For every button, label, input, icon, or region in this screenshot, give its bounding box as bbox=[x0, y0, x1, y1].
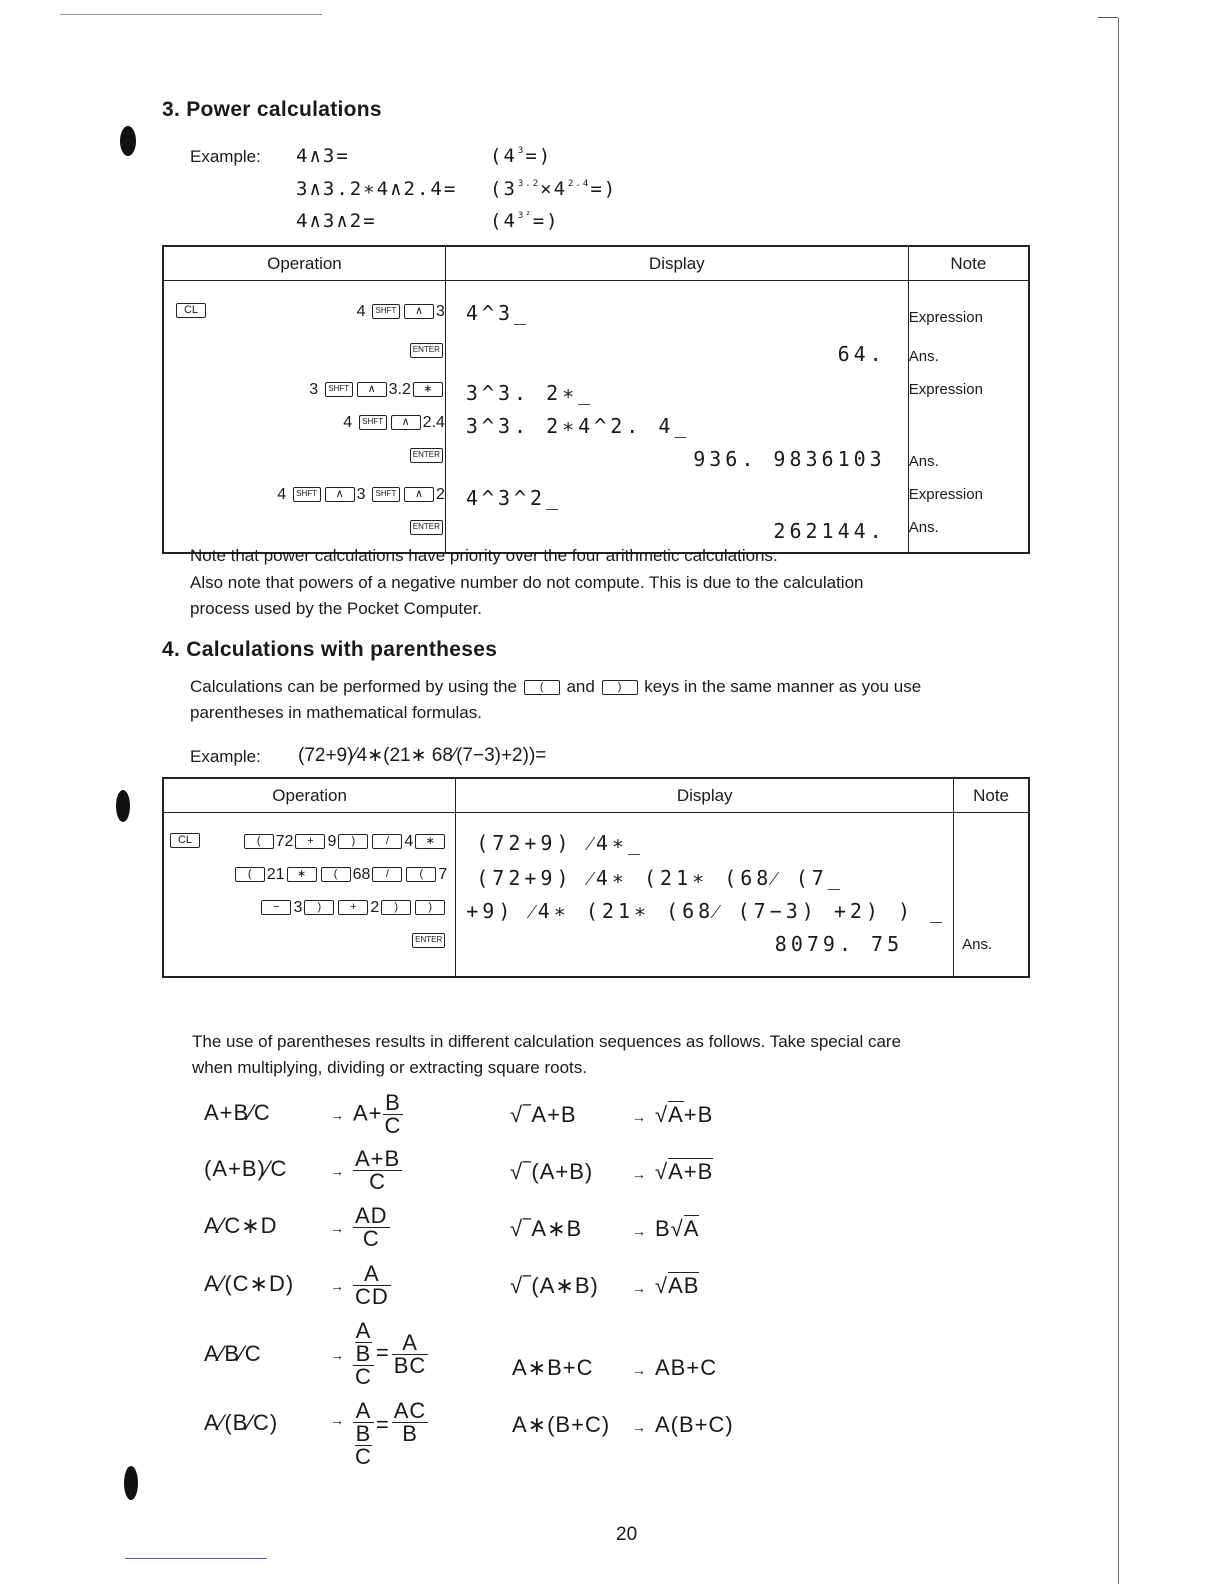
sequence-text-2: when multiplying, dividing or extracting square roots. bbox=[192, 1058, 587, 1077]
op-digit: 72 bbox=[275, 833, 294, 850]
note-text: Ans. bbox=[908, 519, 939, 536]
fraction-numerator: A bbox=[353, 1263, 391, 1286]
rule-row bbox=[512, 1355, 717, 1381]
table-row bbox=[163, 447, 1029, 486]
footer-rule bbox=[125, 1558, 267, 1559]
arrow-icon: → bbox=[330, 1412, 345, 1428]
op-digit: 2 bbox=[370, 899, 380, 916]
display-text: 936. 9836103 bbox=[693, 447, 886, 471]
key-cl: CL bbox=[176, 303, 206, 318]
key-close-paren: ) bbox=[415, 900, 445, 915]
power-example-3: 4∧3∧2= bbox=[296, 210, 377, 232]
rule-row bbox=[204, 1148, 402, 1193]
rule-lhs: A⁄C∗D bbox=[204, 1213, 278, 1239]
key-plus: + bbox=[338, 900, 368, 915]
example-label: Example: bbox=[190, 747, 261, 766]
rule-lhs: A+B⁄C bbox=[204, 1100, 271, 1126]
key-power: ∧ bbox=[404, 487, 434, 502]
sqrt-radicand: AB bbox=[668, 1273, 700, 1298]
arrow-icon: → bbox=[330, 1346, 345, 1363]
power-note-2: Also note that powers of a negative number do not compute. This is due to the calculation bbox=[190, 573, 864, 592]
key-multiply: ∗ bbox=[415, 834, 445, 849]
fraction-denominator: CD bbox=[355, 1284, 389, 1309]
compound-fraction bbox=[353, 1400, 374, 1468]
arrow-icon: → bbox=[330, 1107, 345, 1124]
op-digit: 3 bbox=[309, 381, 319, 398]
op-digit: 21 bbox=[266, 866, 285, 883]
fraction-denominator: C bbox=[362, 1226, 380, 1251]
key-open-paren: ( bbox=[235, 867, 265, 882]
key-enter: ENTER bbox=[410, 448, 443, 463]
fraction-denominator: C bbox=[369, 1169, 387, 1194]
rule-rhs: A(B+C) bbox=[655, 1412, 734, 1437]
fraction bbox=[383, 1092, 404, 1137]
arrow-icon: → bbox=[632, 1223, 647, 1239]
op-digit: 4 bbox=[404, 833, 414, 850]
key-power: ∧ bbox=[325, 487, 355, 502]
key-power: ∧ bbox=[357, 382, 387, 397]
rule-lhs: (A+B)⁄C bbox=[204, 1156, 288, 1182]
display-text: 8079. 75 bbox=[774, 932, 904, 956]
sqrt-sign: B√ bbox=[655, 1216, 684, 1241]
rule-row bbox=[510, 1273, 699, 1299]
power-note-3: process used by the Pocket Computer. bbox=[190, 599, 482, 618]
op-digit: 2 bbox=[435, 486, 445, 503]
display-text: (72+9) ⁄4∗_ bbox=[476, 831, 645, 855]
fraction-numerator: B bbox=[383, 1092, 404, 1115]
rule-lhs: A∗(B+C) bbox=[512, 1412, 611, 1437]
rule-rhs: AB+C bbox=[655, 1355, 718, 1380]
rule-row bbox=[204, 1263, 391, 1308]
page-number: 20 bbox=[616, 1524, 638, 1545]
hole-punch-mark bbox=[116, 790, 130, 822]
section-3-title: 3. Power calculations bbox=[162, 98, 382, 121]
rule-row bbox=[204, 1205, 390, 1250]
note-text: Ans. bbox=[908, 453, 939, 470]
header-note: Note bbox=[954, 778, 1029, 813]
section-4-title: 4. Calculations with parentheses bbox=[162, 638, 498, 661]
key-open-paren: ( bbox=[406, 867, 436, 882]
op-digit: 4 bbox=[356, 303, 366, 320]
power-example-1-math: $(4^3=)$ bbox=[490, 145, 553, 167]
hole-punch-mark bbox=[120, 126, 136, 156]
key-divide: / bbox=[372, 834, 402, 849]
note-text bbox=[954, 813, 1029, 867]
intro-text: and bbox=[566, 677, 595, 696]
rule-lhs: A∗B+C bbox=[512, 1355, 594, 1380]
note-text: Expression bbox=[908, 486, 983, 503]
fraction-denominator bbox=[353, 1423, 374, 1468]
intro-text: Calculations can be performed by using the bbox=[190, 677, 517, 696]
fraction bbox=[353, 1205, 390, 1250]
rule-lhs: A⁄B⁄C bbox=[204, 1341, 262, 1366]
rule-lhs: √‾(A+B) bbox=[510, 1159, 594, 1184]
sqrt-sign: √ bbox=[655, 1102, 669, 1127]
display-text: 262144. bbox=[773, 519, 886, 543]
op-digit: 7 bbox=[438, 866, 448, 883]
op-digit: 2.4 bbox=[422, 414, 445, 431]
rule-lhs: √‾(A∗B) bbox=[510, 1273, 599, 1298]
op-digit: 3 bbox=[435, 303, 445, 320]
table-row bbox=[163, 813, 1029, 867]
fraction bbox=[353, 1148, 402, 1193]
table-row bbox=[163, 932, 1029, 977]
note-text: Ans. bbox=[962, 936, 993, 953]
paren-example-expr: (72+9)⁄4∗(21∗ 68⁄(7−3)+2))= bbox=[298, 745, 547, 766]
display-text: +9) ⁄4∗ (21∗ (68⁄ (7−3) +2) ) _ bbox=[466, 899, 947, 923]
hole-punch-mark bbox=[124, 1466, 138, 1500]
header-operation: Operation bbox=[163, 778, 456, 813]
header-operation: Operation bbox=[163, 246, 445, 281]
table-row bbox=[163, 381, 1029, 414]
key-cl: CL bbox=[170, 833, 200, 848]
scan-top-rule bbox=[60, 14, 322, 15]
inner-denominator: B bbox=[355, 1341, 372, 1366]
arrow-icon: → bbox=[632, 1109, 647, 1125]
op-digit: 3 bbox=[293, 899, 303, 916]
fraction-numerator: AD bbox=[355, 1203, 388, 1228]
key-open-paren: ( bbox=[321, 867, 351, 882]
key-power: ∧ bbox=[404, 304, 434, 319]
key-enter: ENTER bbox=[410, 343, 443, 358]
op-digit: 3 bbox=[356, 486, 366, 503]
sqrt-radicand: A bbox=[683, 1216, 700, 1241]
fraction-numerator bbox=[353, 1320, 374, 1366]
rule-row: A⁄B⁄C → A B C = $\frac{A}{BC}$ bbox=[204, 1318, 427, 1389]
key-shift: SHFT bbox=[372, 487, 400, 502]
key-enter: ENTER bbox=[410, 520, 443, 535]
table-row bbox=[163, 486, 1029, 519]
arrow-icon: → bbox=[632, 1280, 647, 1296]
power-example-3-math: $(4^{3^2}=)$ bbox=[490, 210, 560, 232]
key-shift: SHFT bbox=[359, 415, 387, 430]
rule-row bbox=[510, 1102, 713, 1128]
table-row bbox=[163, 414, 1029, 447]
rule-lhs: A⁄(B⁄C) bbox=[204, 1410, 279, 1435]
sqrt-radicand: A bbox=[668, 1102, 684, 1127]
rule-row bbox=[510, 1159, 713, 1185]
display-text: 4^3^2_ bbox=[465, 486, 563, 510]
key-close-paren: ) bbox=[602, 680, 638, 695]
note-text: Expression bbox=[908, 309, 983, 326]
fraction-denominator: C bbox=[355, 1364, 372, 1389]
fraction-numerator: A bbox=[353, 1400, 374, 1423]
key-open-paren: ( bbox=[244, 834, 274, 849]
op-digit: 68 bbox=[352, 866, 371, 883]
power-calc-table bbox=[162, 245, 1030, 554]
key-plus: + bbox=[295, 834, 325, 849]
paren-calc-table bbox=[162, 777, 1030, 978]
key-shift: SHFT bbox=[293, 487, 321, 502]
header-note: Note bbox=[908, 246, 1029, 281]
header-display: Display bbox=[445, 246, 908, 281]
table-row bbox=[163, 866, 1029, 899]
paren-intro-2: parentheses in mathematical formulas. bbox=[190, 703, 482, 722]
sqrt-sign: √ bbox=[655, 1159, 669, 1184]
key-close-paren: ) bbox=[338, 834, 368, 849]
fraction-numerator: A+B bbox=[355, 1146, 401, 1171]
fraction-denominator: B bbox=[402, 1421, 418, 1446]
op-digit: 4 bbox=[343, 414, 353, 431]
rule-row: A⁄(B⁄C) → A B C = $\frac{AC}{B}$ bbox=[204, 1398, 427, 1469]
key-shift: SHFT bbox=[325, 382, 353, 397]
op-digit: 3.2 bbox=[388, 381, 411, 398]
fraction-numerator: A bbox=[392, 1332, 429, 1355]
scan-top-rule-right bbox=[1098, 17, 1118, 18]
table-row bbox=[163, 899, 1029, 932]
display-text: 3^3. 2∗_ bbox=[465, 381, 595, 405]
note-text bbox=[908, 414, 1029, 447]
fraction bbox=[392, 1400, 429, 1445]
example-label: Example: bbox=[190, 147, 261, 166]
key-multiply: ∗ bbox=[413, 382, 443, 397]
paren-intro-1 bbox=[190, 677, 921, 697]
intro-text: keys in the same manner as you use bbox=[644, 677, 922, 696]
key-multiply: ∗ bbox=[287, 867, 317, 882]
display-text: (72+9) ⁄4∗ (21∗ (68⁄ (7_ bbox=[476, 866, 844, 890]
key-close-paren: ) bbox=[381, 900, 411, 915]
table-row bbox=[163, 281, 1029, 343]
fraction bbox=[392, 1329, 429, 1378]
note-text bbox=[954, 899, 1029, 932]
header-display: Display bbox=[456, 778, 954, 813]
key-power: ∧ bbox=[391, 415, 421, 430]
table-row bbox=[163, 342, 1029, 381]
power-note-1: Note that power calculations have priority over the four arithmetic calculations. bbox=[190, 546, 778, 565]
power-example-2: 3∧3.2∗4∧2.4= bbox=[296, 178, 458, 200]
rule-rhs-suffix: +B bbox=[683, 1102, 714, 1127]
display-text: 4^3_ bbox=[465, 301, 531, 325]
note-text bbox=[954, 866, 1029, 899]
rule-row bbox=[512, 1412, 734, 1438]
rule-row bbox=[510, 1216, 699, 1242]
key-enter: ENTER bbox=[412, 933, 445, 948]
fraction-numerator: AC bbox=[393, 1398, 427, 1423]
sequence-text-1: The use of parentheses results in different calculation sequences as follows. Take special care bbox=[192, 1032, 902, 1051]
note-text: Ans. bbox=[908, 348, 939, 365]
key-open-paren: ( bbox=[524, 680, 560, 695]
inner-denominator: C bbox=[355, 1444, 372, 1469]
op-digit: 9 bbox=[327, 833, 337, 850]
key-close-paren: ) bbox=[304, 900, 334, 915]
sqrt-radicand: A+B bbox=[668, 1159, 714, 1184]
rule-rhs-prefix: A+ bbox=[353, 1100, 383, 1126]
scan-right-edge bbox=[1118, 18, 1119, 1584]
power-example-2-math: $(3^{3.2}\times 4^{2.4}=)$ bbox=[490, 178, 618, 200]
fraction-denominator: C bbox=[384, 1113, 402, 1138]
rule-lhs: A⁄(C∗D) bbox=[204, 1271, 295, 1297]
arrow-icon: → bbox=[632, 1362, 647, 1378]
key-divide: / bbox=[372, 867, 402, 882]
power-example-1: 4∧3= bbox=[296, 145, 350, 167]
arrow-icon: → bbox=[330, 1220, 345, 1237]
fraction bbox=[353, 1263, 391, 1308]
arrow-icon: → bbox=[632, 1166, 647, 1182]
arrow-icon: → bbox=[330, 1278, 345, 1295]
fraction-denominator: BC bbox=[393, 1352, 427, 1378]
key-minus: − bbox=[261, 900, 291, 915]
inner-numerator: A bbox=[355, 1318, 372, 1343]
arrow-icon: → bbox=[632, 1419, 647, 1435]
sqrt-sign: √ bbox=[655, 1273, 669, 1298]
arrow-icon: → bbox=[330, 1163, 345, 1180]
display-text: 3^3. 2∗4^2. 4_ bbox=[465, 414, 691, 438]
rule-row bbox=[204, 1092, 403, 1137]
op-digit: 4 bbox=[277, 486, 287, 503]
rule-lhs: √‾A+B bbox=[510, 1102, 577, 1127]
inner-numerator: B bbox=[355, 1421, 372, 1446]
note-text: Expression bbox=[908, 381, 983, 398]
display-text: 64. bbox=[837, 342, 886, 366]
compound-fraction bbox=[353, 1320, 374, 1388]
rule-lhs: √‾A∗B bbox=[510, 1216, 583, 1241]
key-shift: SHFT bbox=[372, 304, 400, 319]
